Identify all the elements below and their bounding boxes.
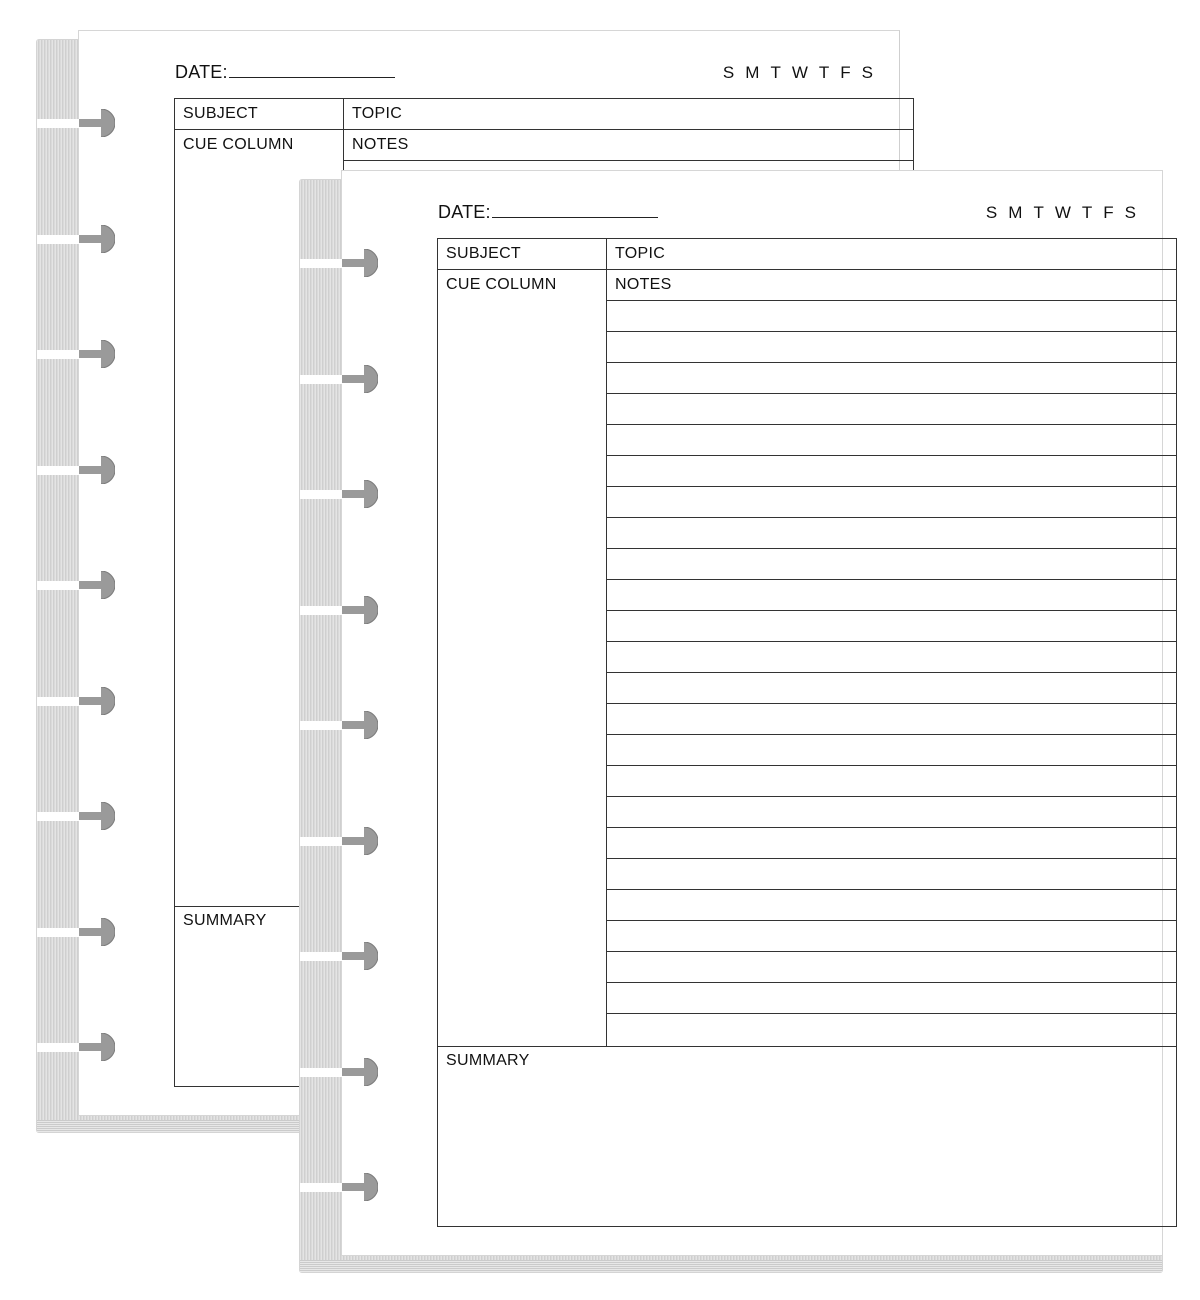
binder-disc-icon xyxy=(342,1173,378,1201)
notes-label: NOTES xyxy=(615,276,672,293)
punch-slot xyxy=(37,350,83,359)
punch-slot xyxy=(37,812,83,821)
note-rule xyxy=(606,393,1176,394)
punch-slot xyxy=(300,952,346,961)
day-m: M xyxy=(745,63,760,82)
day-s: S xyxy=(1124,203,1136,222)
topic-label: TOPIC xyxy=(352,105,403,122)
day-w: W xyxy=(791,63,808,82)
day-s: S xyxy=(722,63,735,82)
punch-slot xyxy=(37,581,83,590)
cue-divider xyxy=(606,239,607,1046)
binder-disc-icon xyxy=(79,802,115,830)
date-line xyxy=(492,217,658,218)
binder-disc-icon xyxy=(342,1058,378,1086)
summary-label: SUMMARY xyxy=(446,1052,530,1069)
topic-label: TOPIC xyxy=(615,245,666,262)
notes-label: NOTES xyxy=(352,136,409,153)
day-s: S xyxy=(985,203,998,222)
binder-disc-icon xyxy=(342,480,378,508)
note-rule xyxy=(606,858,1176,859)
cue-column-label: CUE COLUMN xyxy=(446,276,557,293)
header-rule xyxy=(175,129,913,130)
note-rule xyxy=(606,920,1176,921)
cue-column-label: CUE COLUMN xyxy=(183,136,294,153)
punch-slot xyxy=(37,235,83,244)
binder-disc-icon xyxy=(79,918,115,946)
binder-disc-icon xyxy=(342,942,378,970)
day-t: T xyxy=(770,63,781,82)
notes-rule xyxy=(343,160,913,161)
note-rule xyxy=(606,579,1176,580)
note-rule xyxy=(606,331,1176,332)
day-f: F xyxy=(1103,203,1114,222)
binder-disc-icon xyxy=(342,711,378,739)
date-label: DATE: xyxy=(175,62,228,82)
note-rule xyxy=(606,765,1176,766)
punch-slot xyxy=(300,1068,346,1077)
note-rule xyxy=(606,424,1176,425)
binder-disc-icon xyxy=(342,249,378,277)
note-rule xyxy=(606,486,1176,487)
punch-slot xyxy=(37,697,83,706)
day-w: W xyxy=(1054,203,1071,222)
punch-slot xyxy=(300,606,346,615)
weekday-row xyxy=(723,63,873,83)
note-rule xyxy=(606,672,1176,673)
summary-rule xyxy=(438,1046,1176,1047)
punch-slot xyxy=(300,490,346,499)
punch-slot xyxy=(37,466,83,475)
summary-label: SUMMARY xyxy=(183,912,267,929)
punch-slot xyxy=(300,1183,346,1192)
note-rule xyxy=(606,300,1176,301)
day-f: F xyxy=(840,63,851,82)
day-t: T xyxy=(1033,203,1044,222)
day-s: S xyxy=(861,63,873,82)
binder-disc-icon xyxy=(79,1033,115,1061)
binder-disc-icon xyxy=(79,225,115,253)
binder-disc-icon xyxy=(342,827,378,855)
weekday-row xyxy=(986,203,1136,223)
note-rule xyxy=(606,982,1176,983)
date-label: DATE: xyxy=(438,202,491,222)
punch-slot xyxy=(300,837,346,846)
date-line xyxy=(229,77,395,78)
binder-disc-icon xyxy=(79,687,115,715)
note-rule xyxy=(606,703,1176,704)
note-rule xyxy=(606,610,1176,611)
note-rule xyxy=(606,362,1176,363)
subject-label: SUBJECT xyxy=(183,105,258,122)
binder-disc-icon xyxy=(79,571,115,599)
note-rule xyxy=(606,548,1176,549)
punch-slot xyxy=(37,928,83,937)
cornell-sheet-front xyxy=(341,170,1163,1256)
binder-disc-icon xyxy=(79,109,115,137)
note-rule xyxy=(606,455,1176,456)
note-rule xyxy=(606,1013,1176,1014)
note-rule xyxy=(606,827,1176,828)
note-rule xyxy=(606,641,1176,642)
notebook-pad-front xyxy=(300,170,1164,1272)
binder-disc-icon xyxy=(79,340,115,368)
punch-slot xyxy=(37,1043,83,1052)
day-t: T xyxy=(1081,203,1093,222)
note-rule xyxy=(606,734,1176,735)
binder-disc-icon xyxy=(342,365,378,393)
note-rule xyxy=(606,951,1176,952)
note-rule xyxy=(606,889,1176,890)
punch-slot xyxy=(300,721,346,730)
binder-disc-icon xyxy=(79,456,115,484)
punch-slot xyxy=(37,119,83,128)
header-rule xyxy=(438,269,1176,270)
subject-label: SUBJECT xyxy=(446,245,521,262)
punch-slot xyxy=(300,259,346,268)
binder-disc-icon xyxy=(342,596,378,624)
note-rule xyxy=(606,796,1176,797)
punch-slot xyxy=(300,375,346,384)
day-t: T xyxy=(818,63,830,82)
day-m: M xyxy=(1008,203,1023,222)
cornell-grid xyxy=(437,238,1177,1227)
note-rule xyxy=(606,517,1176,518)
